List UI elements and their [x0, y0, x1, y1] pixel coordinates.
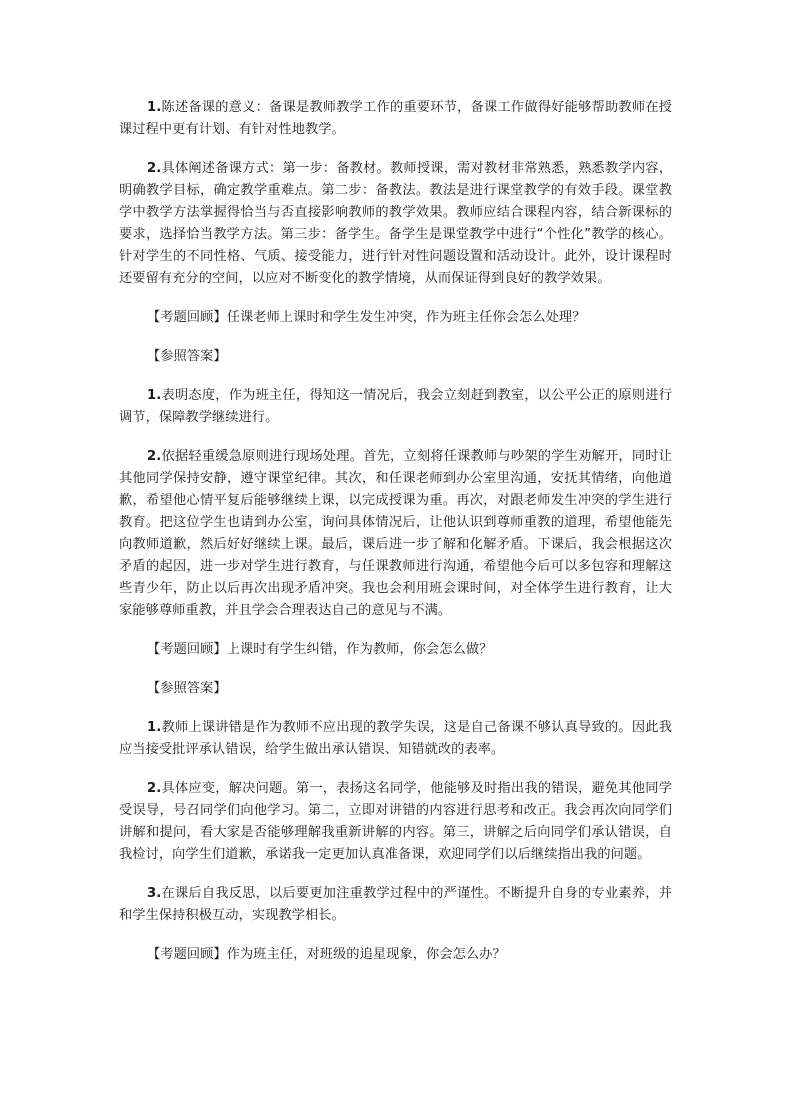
paragraph-6 — [119, 778, 672, 866]
paragraph-text: 具体应变，解决问题。第一，表扬这名同学，他能够及时指出我的错误，避免其他同学受误导，号召同学们向他学习。第二，立即对讲错的内容进行思考和改正。我会再次向同学们讲解和提问，看大家是否能够理解我重新讲解的内容。第三，讲解之后向同学们承认错误，自我检讨，向学生们道歉，承诺我一定更加认真准备课，欢迎同学们以后继续指出我的问题。 — [119, 781, 672, 862]
answer-heading-1 — [119, 346, 672, 368]
paragraph-7 — [119, 883, 672, 927]
paragraph-text: 陈述备课的意义：备课是教师教学工作的重要环节，备课工作做得好能够帮助教师在授课过程中更有计划、有针对性地教学。 — [119, 100, 672, 137]
paragraph-text: 【考题回顾】上课时有学生纠错，作为教师，你会怎么做？ — [147, 642, 493, 657]
paragraph-number: 2. — [147, 781, 162, 796]
paragraph-4 — [119, 446, 672, 622]
document-body — [119, 97, 672, 966]
paragraph-number: 1. — [147, 388, 162, 403]
paragraph-2 — [119, 158, 672, 290]
question-heading-2 — [119, 639, 672, 661]
paragraph-text: 【考题回顾】作为班主任，对班级的追星现象，你会怎么办？ — [147, 947, 506, 962]
paragraph-number: 2. — [147, 161, 162, 176]
paragraph-number: 1. — [147, 100, 162, 115]
answer-heading-2 — [119, 678, 672, 700]
paragraph-text: 表明态度，作为班主任，得知这一情况后，我会立刻赶到教室，以公平公正的原则进行调节，保障教学继续进行。 — [119, 388, 672, 425]
paragraph-text: 教师上课讲错是作为教师不应出现的教学失误，这是自己备课不够认真导致的。因此我应当接受批评承认错误，给学生做出承认错误、知错就改的表率。 — [119, 720, 672, 757]
paragraph-number: 1. — [147, 720, 162, 735]
paragraph-5 — [119, 717, 672, 761]
paragraph-text: 【参照答案】 — [147, 349, 227, 364]
paragraph-text: 具体阐述备课方式：第一步：备教材。教师授课，需对教材非常熟悉，熟悉教学内容，明确教学目标，确定教学重难点。第二步：备教法。教法是进行课堂教学的有效手段。课堂教学中教学方法掌握得恰当与否直接影响教师的教学效果。教师应结合课程内容，结合新课标的要求，选择恰当教学方法。第三步：备学生。备学生是课堂教学中进行“个性化”教学的核心。针对学生的不同性格、气质、接受能力，进行针对性问题设置和活动设计。此外，设计课程时还要留有充分的空间，以应对不断变化的教学情境，从而保证得到良好的教学效果。 — [119, 161, 672, 286]
paragraph-text: 【考题回顾】任课老师上课时和学生发生冲突，作为班主任你会怎么处理？ — [147, 310, 586, 325]
question-heading-3 — [119, 944, 672, 966]
paragraph-number: 2. — [147, 449, 162, 464]
paragraph-3 — [119, 385, 672, 429]
paragraph-number: 3. — [147, 886, 162, 901]
paragraph-text: 在课后自我反思，以后要更加注重教学过程中的严谨性。不断提升自身的专业素养，并和学生保持积极互动，实现教学相长。 — [119, 886, 672, 923]
question-heading-1 — [119, 307, 672, 329]
paragraph-text: 依据轻重缓急原则进行现场处理。首先，立刻将任课教师与吵架的学生劝解开，同时让其他同学保持安静，遵守课堂纪律。其次，和任课老师到办公室里沟通，安抚其情绪，向他道歉，希望他心情平复后能够继续上课，以完成授课为重。再次，对跟老师发生冲突的学生进行教育。把这位学生也请到办公室，询问具体情况后，让他认识到尊师重教的道理，希望他能先向教师道歉，然后好好继续上课。最后，课后进一步了解和化解矛盾。下课后，我会根据这次矛盾的起因，进一步对学生进行教育，与任课教师进行沟通，希望他今后可以多包容和理解这些青少年，防止以后再次出现矛盾冲突。我也会利用班会课时间，对全体学生进行教育，让大家能够尊师重教，并且学会合理表达自己的意见与不满。 — [119, 449, 672, 618]
paragraph-text: 【参照答案】 — [147, 681, 227, 696]
paragraph-1 — [119, 97, 672, 141]
